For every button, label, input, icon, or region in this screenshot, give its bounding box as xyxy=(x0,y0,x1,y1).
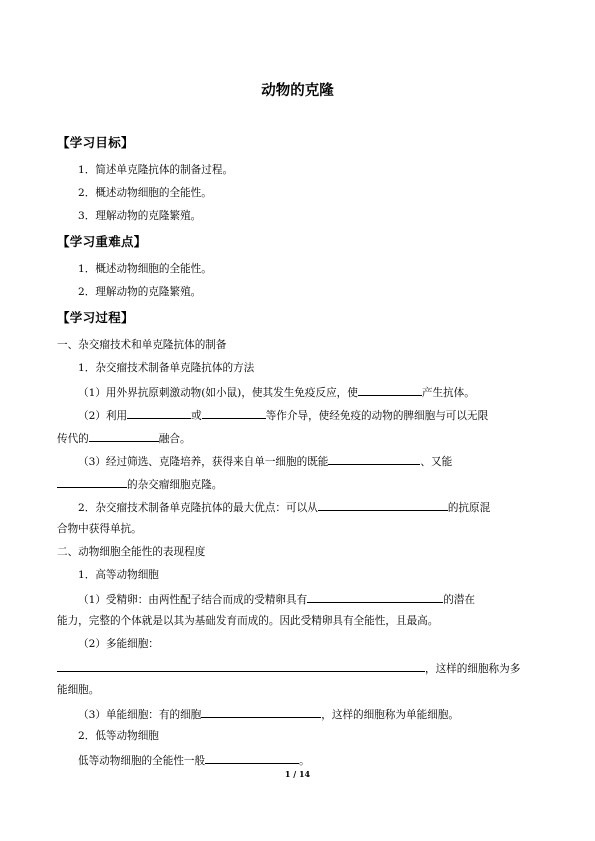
process-line xyxy=(57,430,191,446)
fill-in-blank xyxy=(57,660,425,672)
text-segment: ，这样的细胞称为多 xyxy=(425,663,521,675)
text-segment: 的潜在 xyxy=(443,594,475,606)
process-line: 2．低等动物细胞 xyxy=(78,730,159,742)
fill-in-blank xyxy=(358,384,422,396)
fill-in-blank xyxy=(307,591,443,603)
process-line: 能力，完整的个体就是以其为基础发育而成的。因此受精卵具有全能性，且最高。 xyxy=(57,615,439,627)
section-heading-goals: 【学习目标】 xyxy=(57,135,134,150)
text-segment: （1）用外界抗原刺激动物(如小鼠)，使其发生免疫反应，使 xyxy=(78,387,358,399)
process-line: 1．杂交瘤技术制备单克隆抗体的方法 xyxy=(78,362,255,374)
text-segment: （3）单能细胞：有的细胞 xyxy=(78,709,202,721)
process-line: （2）多能细胞： xyxy=(78,638,159,650)
process-line xyxy=(57,476,222,492)
text-segment: 低等动物细胞的全能性一般 xyxy=(78,755,206,767)
fill-in-blank xyxy=(127,407,191,419)
fill-in-blank xyxy=(57,476,127,488)
keypoint-item: 1．概述动物细胞的全能性。 xyxy=(78,263,212,275)
text-segment: 或 xyxy=(191,410,202,422)
fill-in-blank xyxy=(201,706,321,718)
text-segment: 、又能 xyxy=(420,456,453,468)
process-line xyxy=(78,591,475,607)
part1-heading: 一、杂交瘤技术和单克隆抗体的制备 xyxy=(57,339,227,351)
text-segment: 的杂交瘤细胞克隆。 xyxy=(127,479,223,491)
section-heading-process: 【学习过程】 xyxy=(57,310,134,325)
process-line xyxy=(78,752,310,768)
process-line: 1．高等动物细胞 xyxy=(78,569,159,581)
keypoint-item: 2．理解动物的克隆繁殖。 xyxy=(78,286,202,298)
text-segment: 的抗原混 xyxy=(447,502,491,514)
process-line xyxy=(78,706,459,722)
text-segment: （1）受精卵：由两性配子结合而成的受精卵具有 xyxy=(78,594,308,606)
section-heading-keypoints: 【学习重难点】 xyxy=(57,234,147,249)
text-segment: 。 xyxy=(299,755,310,767)
goal-item: 3．理解动物的克隆繁殖。 xyxy=(78,210,202,222)
process-line: 合物中获得单抗。 xyxy=(57,523,142,535)
process-line xyxy=(57,660,520,676)
text-segment: 等作介导，使经免疫的动物的脾细胞与可以无限 xyxy=(265,410,489,422)
fill-in-blank xyxy=(202,407,266,419)
process-line: 能细胞。 xyxy=(57,684,100,696)
text-segment: 产生抗体。 xyxy=(421,387,475,399)
fill-in-blank xyxy=(89,430,159,442)
process-line xyxy=(78,499,490,515)
process-line xyxy=(78,453,452,469)
fill-in-blank xyxy=(328,453,420,465)
text-segment: 传代的 xyxy=(57,433,89,445)
fill-in-blank xyxy=(205,752,299,764)
text-segment: 融合。 xyxy=(158,433,191,445)
goal-item: 2．概述动物细胞的全能性。 xyxy=(78,187,212,199)
goal-item: 1．简述单克隆抗体的制备过程。 xyxy=(78,164,234,176)
page-number: 1 / 14 xyxy=(284,769,311,779)
process-line xyxy=(78,384,475,400)
text-segment: （2）利用 xyxy=(78,410,128,422)
page-title: 动物的克隆 xyxy=(261,83,334,99)
text-segment: （3）经过筛选、克隆培养，获得来自单一细胞的既能 xyxy=(78,456,329,468)
part2-heading: 二、动物细胞全能性的表现程度 xyxy=(57,546,206,558)
fill-in-blank xyxy=(318,499,448,511)
text-segment: ，这样的细胞称为单能细胞。 xyxy=(321,709,459,721)
process-line xyxy=(78,407,488,423)
text-segment: 2．杂交瘤技术制备单克隆抗体的最大优点：可以从 xyxy=(78,502,318,514)
